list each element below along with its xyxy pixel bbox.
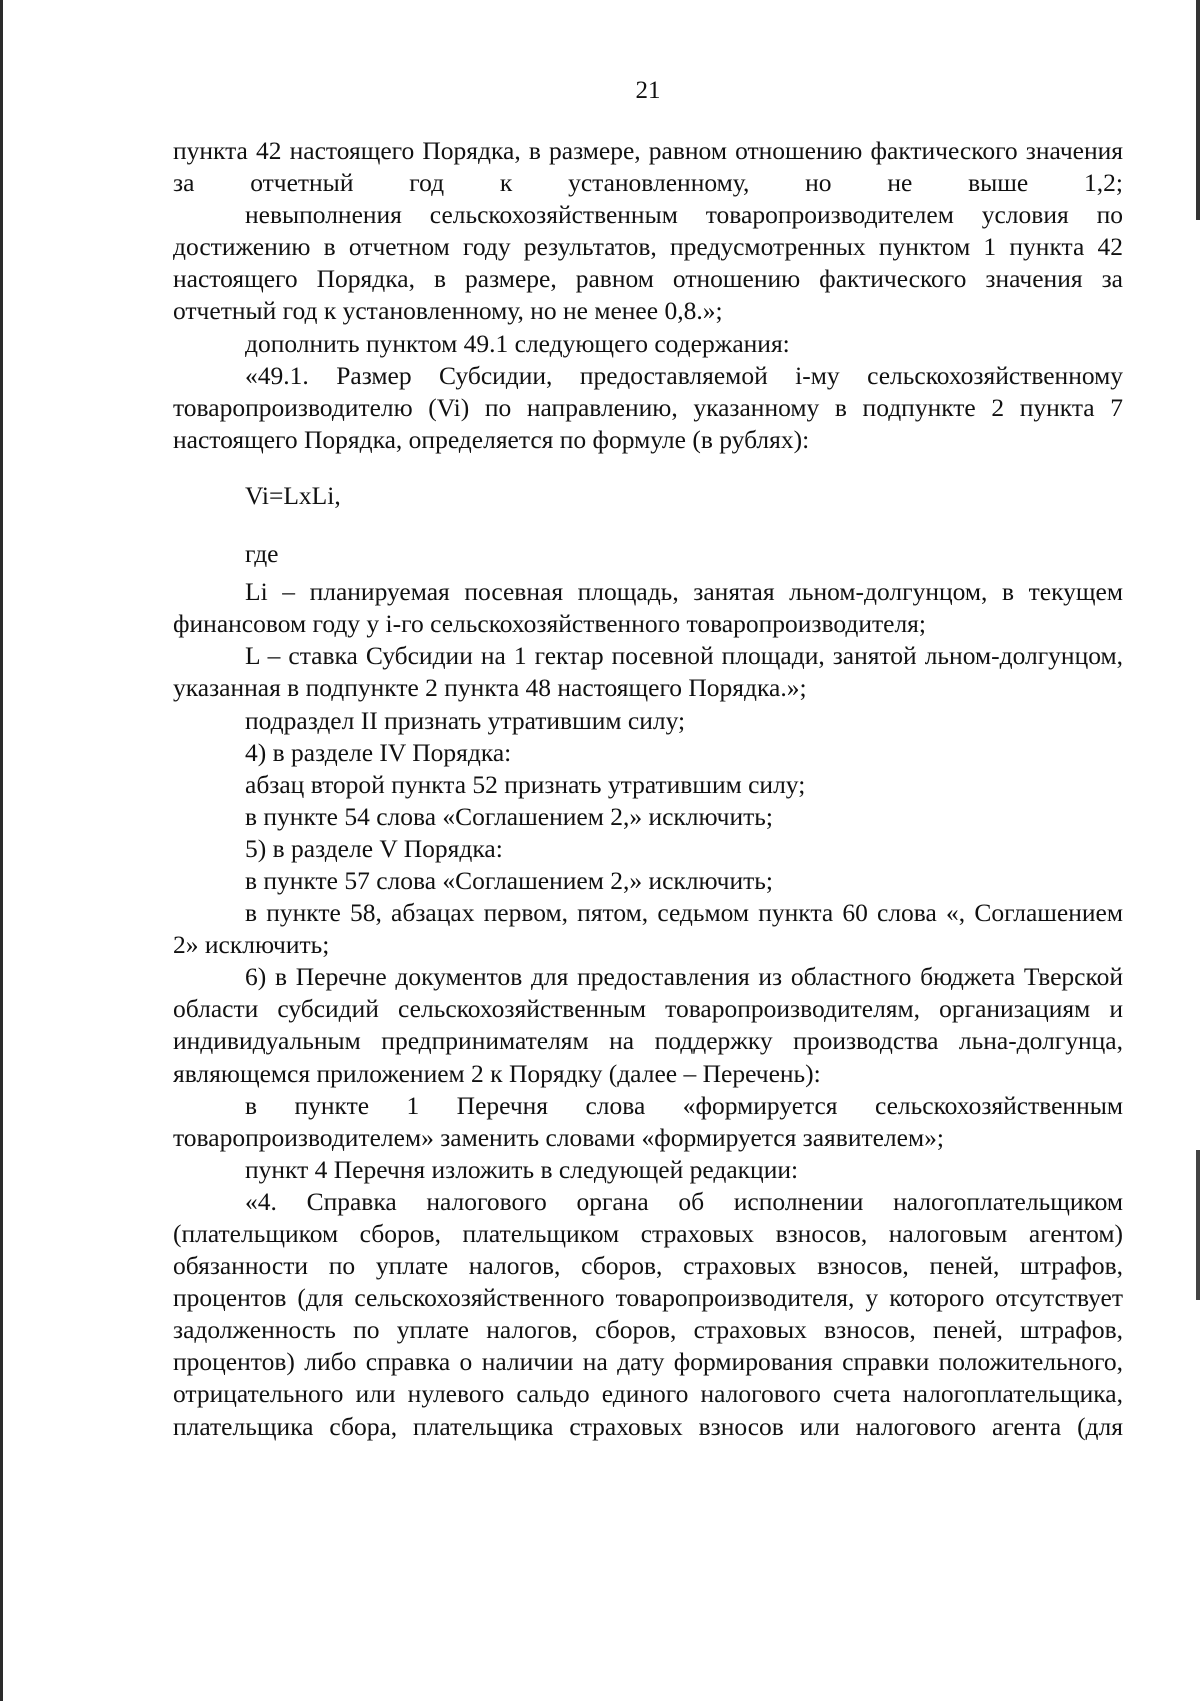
paragraph: дополнить пунктом 49.1 следующего содержания: <box>245 328 790 358</box>
paragraph: «4. Справка налогового органа об исполнении налогоплательщиком (плательщиком сборов, плательщиком страховых взносов, налоговым агентом) обязанности по уплате налогов, сборов, страховых взносов, пеней, штрафов, процентов (для сельскохозяйственного товаропроизводителя, у которого отсутствует задолженность по уплате налогов, сборов, страховых взносов, пеней, штрафов, процентов) либо справка о наличии на дату формирования справки положительного, отрицательного или нулевого сальдо единого налогового счета налогоплательщика, плательщика сбора, плательщика страховых взносов или налогового агента (для <box>173 1186 1123 1441</box>
scan-edge-right <box>1196 0 1200 1701</box>
paragraph: 5) в разделе V Порядка: <box>245 833 503 863</box>
paragraph: 4) в разделе IV Порядка: <box>245 737 512 767</box>
scan-edge-left <box>0 0 3 1701</box>
paragraph: в пункте 58, абзацах первом, пятом, седьмом пункта 60 слова «, Соглашением 2» исключить; <box>173 898 1123 960</box>
paragraph: в пункте 57 слова «Соглашением 2,» исключить; <box>245 865 773 895</box>
paragraph: пункт 4 Перечня изложить в следующей редакции: <box>245 1154 799 1184</box>
paragraph: где <box>245 539 279 569</box>
definition-l: L – ставка Субсидии на 1 гектар посевной площади, занятой льном-долгунцом, указанная в подпункте 2 пункта 48 настоящего Порядка.»; <box>173 641 1123 703</box>
formula-line <box>173 456 1123 538</box>
paragraph: 6) в Перечне документов для предоставления из областного бюджета Тверской области субсидий сельскохозяйственным товаропроизводителям, организациям и индивидуальным предпринимателям на поддержку производства льна-долгунца, являющемся приложением 2 к Порядку (далее – Перечень): <box>173 962 1123 1088</box>
paragraph: абзац второй пункта 52 признать утратившим силу; <box>245 769 806 799</box>
paragraph: в пункте 1 Перечня слова «формируется сельскохозяйственным товаропроизводителем» заменить словами «формируется заявителем»; <box>173 1090 1123 1152</box>
formula: Vi=LxLi, <box>245 480 341 510</box>
paragraph: в пункте 54 слова «Соглашением 2,» исключить; <box>245 801 773 831</box>
page-number: 21 <box>635 77 661 104</box>
paragraph: пункта 42 настоящего Порядка, в размере, равном отношению фактического значения за отчетный год к установленному, но не выше 1,2; <box>173 136 1123 198</box>
definition-li: Li – планируемая посевная площадь, занятая льном-долгунцом, в текущем финансовом году у i-го сельскохозяйственного товаропроизводителя; <box>173 577 1123 639</box>
document-body <box>173 135 1123 1443</box>
paragraph: подраздел II признать утратившим силу; <box>245 705 686 735</box>
paragraph: «49.1. Размер Субсидии, предоставляемой i-му сельскохозяйственному товаропроизводителю (Vi) по направлению, указанному в подпункте 2 пункта 7 настоящего Порядка, определяется по формуле (в рублях): <box>173 360 1123 454</box>
paragraph: невыполнения сельскохозяйственным товаропроизводителем условия по достижению в отчетном году результатов, предусмотренных пунктом 1 пункта 42 настоящего Порядка, в размере, равном отношению фактического значения за отчетный год к установленному, но не менее 0,8.»; <box>173 200 1123 326</box>
